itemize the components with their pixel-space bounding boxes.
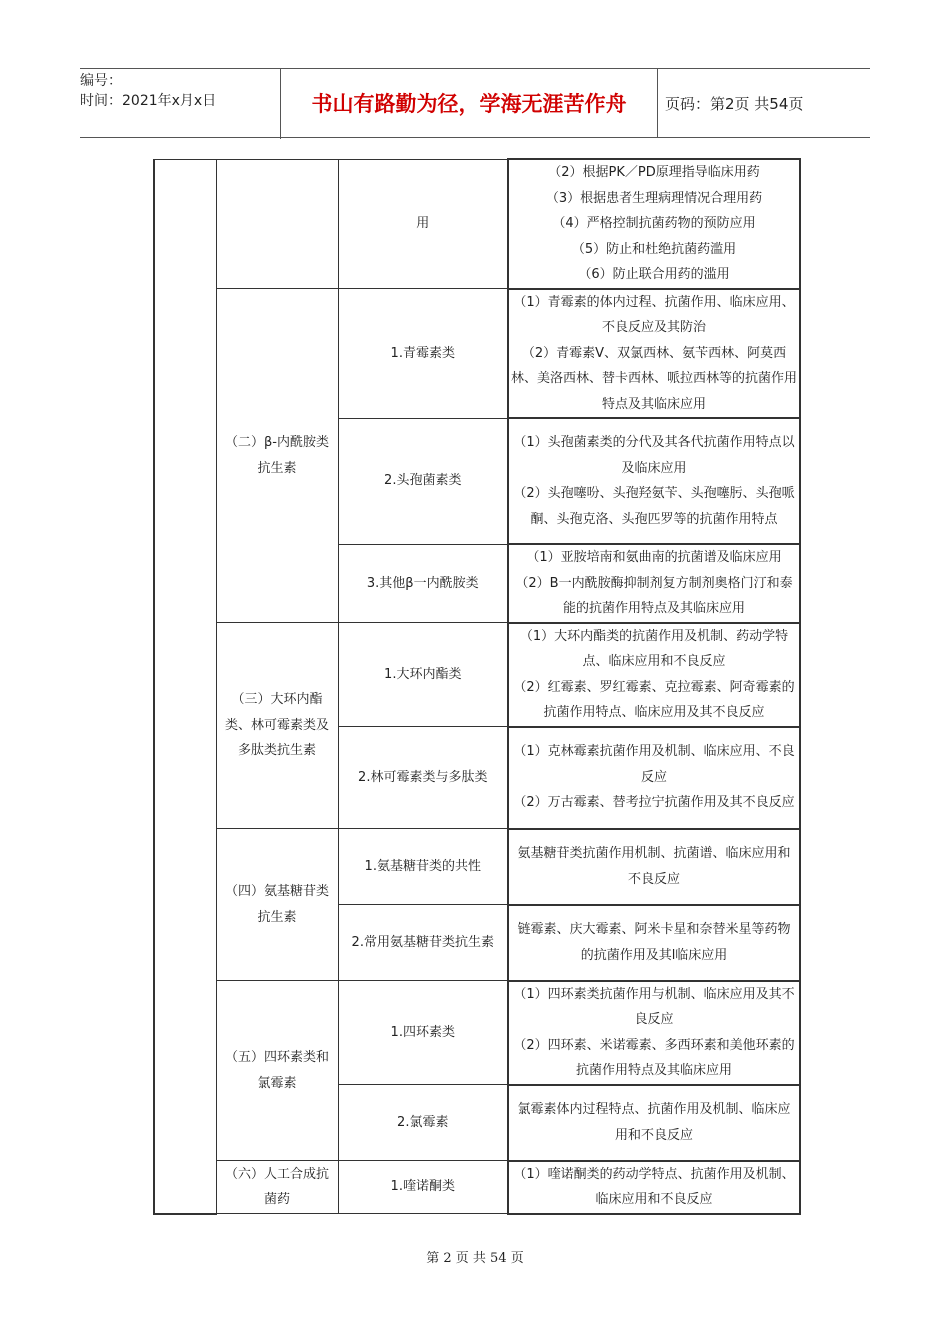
doc-number-label: 编号：: [80, 73, 122, 89]
desc-line: （1）大环内酯类的抗菌作用及机制、药动学特点、临床应用和不良反应: [519, 628, 789, 669]
item-desc-cell: [508, 1085, 800, 1161]
item-desc-cell: [508, 544, 800, 623]
desc-line: （2）根据PK／PD原理指导临床用药: [548, 165, 760, 180]
desc-line: 链霉素、庆大霉素、阿米卡星和奈替米星等药物: [517, 922, 791, 937]
group-title-cell: （三）大环内酯类、林可霉素类及多肽类抗生素: [216, 623, 338, 829]
item-desc-cell: [508, 727, 800, 829]
doc-time-label: 时间：2021年x月x日: [80, 93, 217, 109]
desc-line: （2）B一内酰胺酶抑制剂复方制剂奥格门汀和泰能的抗菌作用特点及其临床应用: [515, 575, 793, 616]
group-title-cell: （六）人工合成抗菌药: [216, 1161, 338, 1214]
item-name-cell: 1.氨基糖苷类的共性: [338, 829, 508, 905]
item-name-cell: 1.青霉素类: [338, 289, 508, 419]
desc-line: （4）严格控制抗菌药物的预防应用: [552, 216, 756, 231]
group-title-cell: （二）β-内酰胺类抗生素: [216, 289, 338, 623]
desc-line: 氯霉素体内过程特点、抗菌作用及机制、临床应: [517, 1102, 791, 1117]
desc-line: （1）青霉素的体内过程、抗菌作用、临床应用、不良反应及其防治: [513, 294, 795, 335]
desc-line: 用和不良反应: [614, 1127, 693, 1143]
item-name-cell: 3.其他β一内酰胺类: [338, 544, 508, 623]
item-desc-cell: [508, 981, 800, 1085]
item-name-cell: 2.常用氨基糖苷类抗生素: [338, 905, 508, 981]
desc-line: （1）四环素类抗菌作用与机制、临床应用及其不良反应: [513, 986, 795, 1027]
item-desc-cell: [508, 905, 800, 981]
item-desc-cell: [508, 623, 800, 727]
header-info-cell: [80, 69, 281, 139]
header-motto: 书山有路勤为径，学海无涯苦作舟: [281, 69, 658, 137]
table-row: [154, 623, 800, 727]
page-header: [80, 68, 870, 138]
desc-line: 不良反应: [627, 871, 680, 887]
desc-line: （1）头孢菌素类的分代及其各代抗菌作用特点以及临床应用: [513, 435, 795, 476]
group-title-cell: （五）四环素类和氯霉素: [216, 981, 338, 1161]
desc-line: （1）喹诺酮类的药动学特点、抗菌作用及机制、临床应用和不良反应: [513, 1166, 795, 1207]
item-name-cell: 2.林可霉素类与多肽类: [338, 727, 508, 829]
table-row: [154, 829, 800, 905]
desc-line: 的抗菌作用及其l临床应用: [580, 947, 728, 963]
group-cell-empty: [216, 159, 338, 289]
desc-line: （2）万古霉素、替考拉宁抗菌作用及其不良反应: [513, 795, 795, 811]
syllabus-table: [153, 158, 801, 1215]
item-name-cell: 用: [338, 159, 508, 289]
table-row: [154, 981, 800, 1085]
item-desc-cell: [508, 1161, 800, 1214]
table-row: [154, 159, 800, 289]
table-row: [154, 1161, 800, 1214]
item-name-cell: 2.氯霉素: [338, 1085, 508, 1161]
desc-line: （6）防止联合用药的滥用: [578, 267, 730, 282]
desc-line: （2）头孢噻吩、头孢羟氨苄、头孢噻肟、头孢哌酮、头孢克洛、头孢匹罗等的抗菌作用特点: [513, 486, 795, 527]
item-name-cell: 1.大环内酯类: [338, 623, 508, 727]
desc-line: （2）四环素、米诺霉素、多西环素和美他环素的抗菌作用特点及其临床应用: [513, 1037, 795, 1078]
desc-line: （2）青霉素V、双氯西林、氨苄西林、阿莫西林、美洛西林、替卡西林、哌拉西林等的抗菌作用特点及其临床应用: [511, 345, 798, 412]
item-desc-cell: [508, 289, 800, 419]
item-desc-cell: [508, 418, 800, 544]
header-page-info: 页码：第2页 共54页: [665, 94, 804, 113]
desc-line: （2）红霉素、罗红霉素、克拉霉素、阿奇霉素的抗菌作用特点、临床应用及其不良反应: [513, 679, 795, 720]
desc-line: 氨基糖苷类抗菌作用机制、抗菌谱、临床应用和: [517, 846, 791, 861]
item-name-cell: 1.喹诺酮类: [338, 1161, 508, 1214]
table-blank-column: [154, 159, 216, 1214]
item-desc-cell: [508, 159, 800, 289]
item-desc-cell: [508, 829, 800, 905]
group-title-cell: （四）氨基糖苷类抗生素: [216, 829, 338, 981]
table-row: [154, 289, 800, 419]
page-footer: 第 2 页 共 54 页: [426, 1251, 524, 1266]
item-name-cell: 1.四环素类: [338, 981, 508, 1085]
desc-line: （3）根据患者生理病理情况合理用药: [545, 190, 763, 206]
desc-line: （5）防止和杜绝抗菌药滥用: [571, 241, 737, 257]
desc-line: （1）亚胺培南和氨曲南的抗菌谱及临床应用: [526, 550, 782, 565]
desc-line: （1）克林霉素抗菌作用及机制、临床应用、不良反应: [513, 744, 795, 785]
item-name-cell: 2.头孢菌素类: [338, 418, 508, 544]
